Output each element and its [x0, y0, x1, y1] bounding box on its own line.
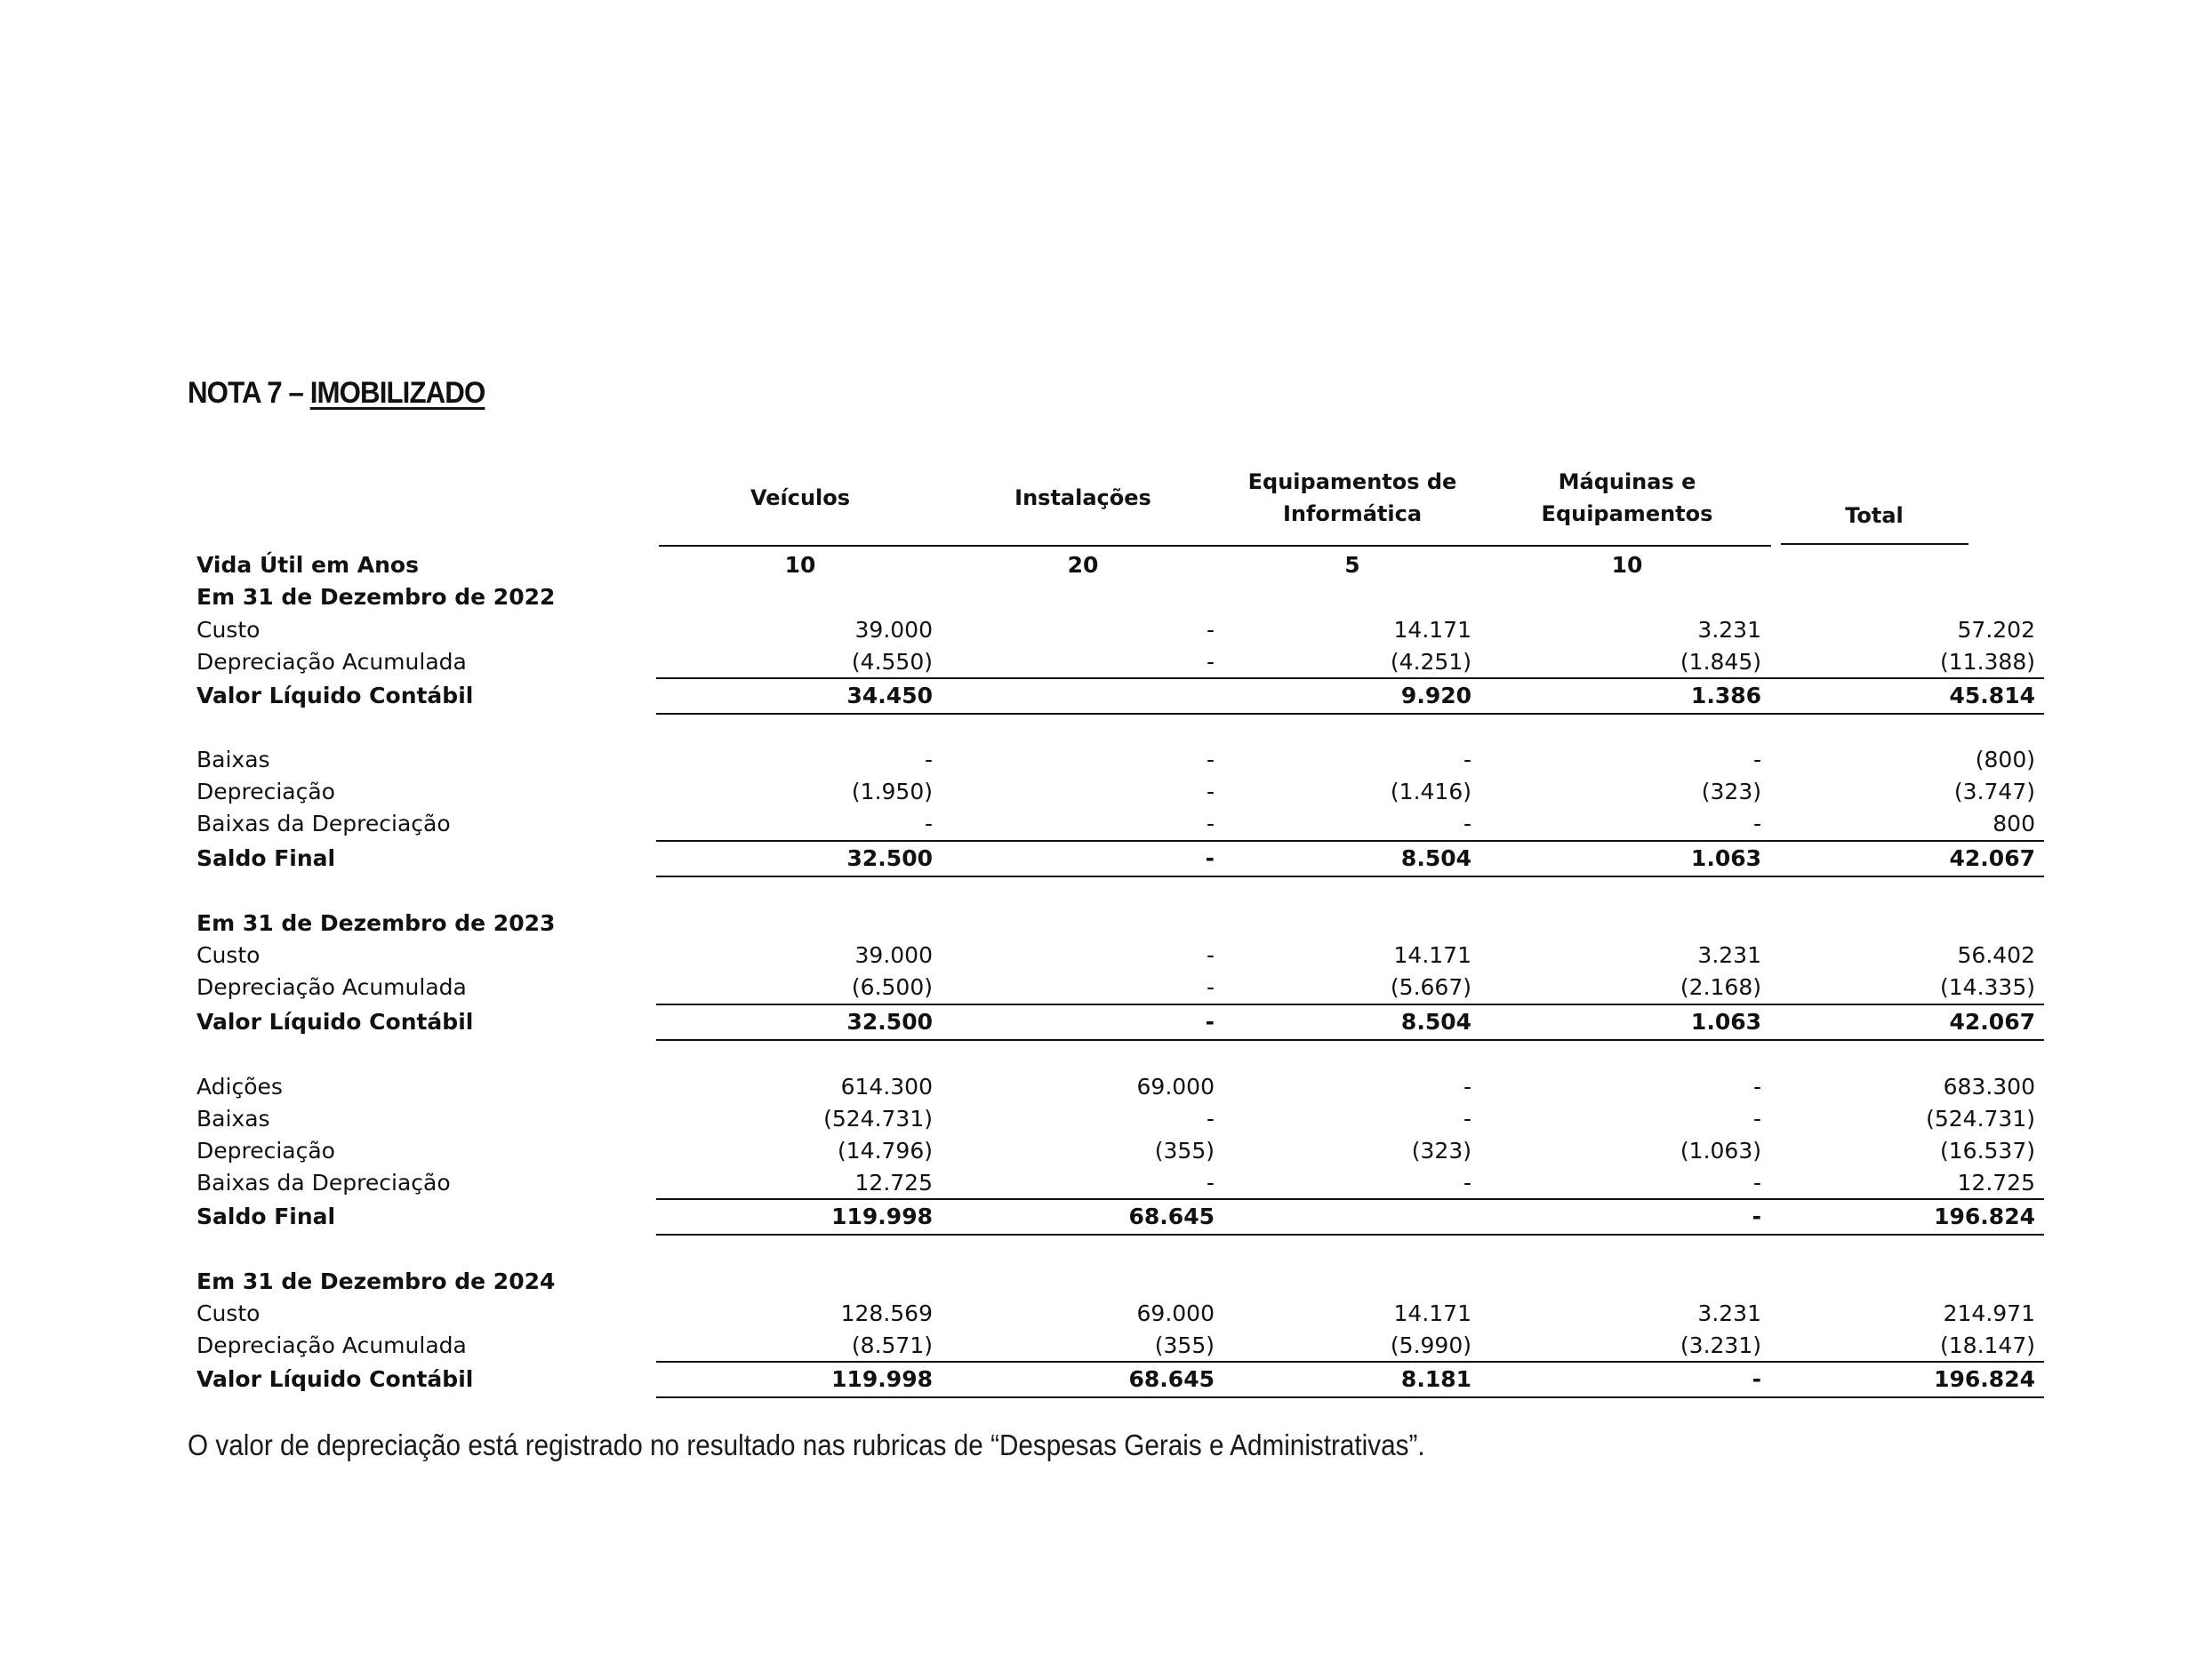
- cell-equipamentos-informatica: (4.251): [1390, 649, 1471, 675]
- cell-instalacoes: -: [1206, 617, 1215, 643]
- cell-instalacoes: -: [1206, 747, 1215, 772]
- cell-veiculos: -: [924, 811, 933, 836]
- cell-total: 196.824: [1934, 1366, 2035, 1392]
- cell-veiculos: (1.950): [851, 779, 933, 804]
- cell-maquinas: 3.231: [1697, 1300, 1761, 1326]
- cell-equipamentos-informatica: 14.171: [1393, 617, 1471, 643]
- cell-equipamentos-informatica: (5.667): [1390, 974, 1471, 1000]
- cell-instalacoes: (355): [1154, 1332, 1215, 1358]
- vida-util-instalacoes: 20: [1067, 552, 1099, 578]
- subtotal-rule-bottom: [656, 1039, 2044, 1041]
- subtotal-rule-bottom: [656, 713, 2044, 715]
- row-label: Baixas da Depreciação: [196, 811, 451, 836]
- cell-total: (11.388): [1940, 649, 2035, 675]
- col-header-line: Equipamentos: [1541, 501, 1713, 526]
- cell-instalacoes: -: [1206, 649, 1215, 675]
- cell-maquinas: 1.063: [1690, 1009, 1761, 1035]
- subtotal-rule-bottom: [656, 876, 2044, 877]
- cell-maquinas: -: [1752, 811, 1761, 836]
- cell-instalacoes: -: [1206, 974, 1215, 1000]
- cell-maquinas: (1.845): [1680, 649, 1761, 675]
- cell-total: (14.335): [1940, 974, 2035, 1000]
- cell-instalacoes: -: [1206, 779, 1215, 804]
- col-header-equipamentos-informatica: [1219, 466, 1486, 530]
- col-header-veiculos: Veículos: [750, 485, 851, 510]
- row-label: Custo: [196, 942, 261, 968]
- cell-veiculos: (8.571): [851, 1332, 933, 1358]
- col-header-instalacoes: Instalações: [1014, 485, 1151, 510]
- col-header-line: Máquinas e: [1558, 469, 1696, 494]
- cell-total: (16.537): [1940, 1138, 2035, 1164]
- cell-instalacoes: -: [1206, 811, 1215, 836]
- subtotal-rule-top: [656, 1198, 2044, 1200]
- cell-equipamentos-informatica: (1.416): [1390, 779, 1471, 804]
- cell-maquinas: (2.168): [1680, 974, 1761, 1000]
- cell-total: 42.067: [1949, 1009, 2035, 1035]
- cell-equipamentos-informatica: 14.171: [1393, 1300, 1471, 1326]
- cell-maquinas: -: [1752, 747, 1761, 772]
- cell-equipamentos-informatica: -: [1463, 1074, 1471, 1100]
- row-label: Custo: [196, 1300, 261, 1326]
- cell-veiculos: 128.569: [840, 1300, 933, 1326]
- cell-veiculos: 12.725: [854, 1170, 933, 1196]
- cell-maquinas: 3.231: [1697, 617, 1761, 643]
- cell-total: 12.725: [1957, 1170, 2035, 1196]
- cell-veiculos: 119.998: [831, 1204, 933, 1229]
- cell-instalacoes: -: [1205, 1009, 1215, 1035]
- cell-equipamentos-informatica: (323): [1411, 1138, 1471, 1164]
- cell-equipamentos-informatica: 8.181: [1400, 1366, 1471, 1392]
- row-label: Em 31 de Dezembro de 2023: [196, 910, 556, 936]
- cell-total: 57.202: [1957, 617, 2035, 643]
- row-label: Valor Líquido Contábil: [196, 1009, 474, 1035]
- row-label: Depreciação Acumulada: [196, 974, 467, 1000]
- cell-total: 45.814: [1949, 683, 2035, 708]
- cell-total: 42.067: [1949, 845, 2035, 871]
- vida-util-veiculos: 10: [784, 552, 816, 578]
- cell-veiculos: 39.000: [854, 617, 933, 643]
- col-header-maquinas-equipamentos: [1494, 466, 1760, 530]
- cell-veiculos: (524.731): [823, 1106, 933, 1132]
- cell-maquinas: -: [1752, 1366, 1761, 1392]
- footnote: O valor de depreciação está registrado no resultado nas rubricas de “Despesas Gerais e Administrativas”.: [188, 1428, 1425, 1461]
- col-header-total: Total: [1845, 503, 1904, 528]
- subtotal-rule-top: [656, 677, 2044, 679]
- row-label: Depreciação Acumulada: [196, 1332, 467, 1358]
- row-label: Depreciação: [196, 779, 335, 804]
- vida-util-label: Vida Útil em Anos: [196, 552, 419, 578]
- cell-equipamentos-informatica: -: [1463, 1106, 1471, 1132]
- cell-equipamentos-informatica: -: [1463, 811, 1471, 836]
- cell-total: (800): [1975, 747, 2035, 772]
- cell-instalacoes: 68.645: [1128, 1366, 1215, 1392]
- cell-veiculos: -: [924, 747, 933, 772]
- cell-maquinas: 3.231: [1697, 942, 1761, 968]
- cell-total: 196.824: [1934, 1204, 2035, 1229]
- cell-instalacoes: 68.645: [1128, 1204, 1215, 1229]
- cell-maquinas: 1.386: [1690, 683, 1761, 708]
- cell-maquinas: -: [1752, 1170, 1761, 1196]
- row-label: Valor Líquido Contábil: [196, 1366, 474, 1392]
- cell-instalacoes: -: [1206, 942, 1215, 968]
- cell-veiculos: 32.500: [846, 1009, 933, 1035]
- cell-veiculos: 119.998: [831, 1366, 933, 1392]
- cell-instalacoes: -: [1205, 845, 1215, 871]
- cell-maquinas: (1.063): [1680, 1138, 1761, 1164]
- col-header-line: Equipamentos de: [1247, 469, 1457, 494]
- cell-instalacoes: 69.000: [1136, 1300, 1215, 1326]
- cell-equipamentos-informatica: 9.920: [1400, 683, 1471, 708]
- row-label: Baixas da Depreciação: [196, 1170, 451, 1196]
- cell-maquinas: -: [1752, 1074, 1761, 1100]
- subtotal-rule-top: [656, 1361, 2044, 1363]
- cell-total: 214.971: [1943, 1300, 2035, 1326]
- cell-total: 56.402: [1957, 942, 2035, 968]
- row-label: Em 31 de Dezembro de 2024: [196, 1268, 556, 1294]
- cell-instalacoes: 69.000: [1136, 1074, 1215, 1100]
- cell-veiculos: (14.796): [838, 1138, 933, 1164]
- cell-equipamentos-informatica: 8.504: [1400, 1009, 1471, 1035]
- subtotal-rule-top: [656, 1004, 2044, 1005]
- row-label: Saldo Final: [196, 1204, 336, 1229]
- subtotal-rule-bottom: [656, 1234, 2044, 1236]
- cell-total: 800: [1993, 811, 2035, 836]
- cell-veiculos: 39.000: [854, 942, 933, 968]
- cell-total: (524.731): [1926, 1106, 2035, 1132]
- vida-util-equipamentos-informatica: 5: [1344, 552, 1360, 578]
- row-label: Saldo Final: [196, 845, 336, 871]
- cell-maquinas: -: [1752, 1106, 1761, 1132]
- cell-veiculos: (6.500): [851, 974, 933, 1000]
- cell-equipamentos-informatica: -: [1463, 1170, 1471, 1196]
- cell-total: (3.747): [1953, 779, 2035, 804]
- cell-maquinas: (3.231): [1680, 1332, 1761, 1358]
- cell-total: (18.147): [1940, 1332, 2035, 1358]
- row-label: Adições: [196, 1074, 283, 1100]
- cell-equipamentos-informatica: 8.504: [1400, 845, 1471, 871]
- cell-maquinas: -: [1752, 1204, 1761, 1229]
- cell-veiculos: 34.450: [846, 683, 933, 708]
- row-label: Custo: [196, 617, 261, 643]
- row-label: Baixas: [196, 747, 270, 772]
- note-title: IMOBILIZADO: [309, 376, 485, 410]
- cell-veiculos: 614.300: [840, 1074, 933, 1100]
- header-rule: [659, 545, 1771, 547]
- cell-veiculos: (4.550): [851, 649, 933, 675]
- cell-equipamentos-informatica: -: [1463, 747, 1471, 772]
- cell-maquinas: (323): [1701, 779, 1761, 804]
- subtotal-rule-top: [656, 840, 2044, 842]
- subtotal-rule-bottom: [656, 1396, 2044, 1398]
- row-label: Depreciação: [196, 1138, 335, 1164]
- row-label: Valor Líquido Contábil: [196, 683, 474, 708]
- cell-instalacoes: -: [1206, 1106, 1215, 1132]
- cell-veiculos: 32.500: [846, 845, 933, 871]
- note-heading: [188, 376, 485, 411]
- cell-maquinas: 1.063: [1690, 845, 1761, 871]
- cell-equipamentos-informatica: 14.171: [1393, 942, 1471, 968]
- vida-util-maquinas: 10: [1611, 552, 1643, 578]
- col-header-line: Informática: [1282, 501, 1423, 526]
- row-label: Em 31 de Dezembro de 2022: [196, 584, 556, 610]
- row-label: Baixas: [196, 1106, 270, 1132]
- row-label: Depreciação Acumulada: [196, 649, 467, 675]
- cell-instalacoes: (355): [1154, 1138, 1215, 1164]
- cell-instalacoes: -: [1206, 1170, 1215, 1196]
- cell-total: 683.300: [1943, 1074, 2035, 1100]
- note-number: NOTA 7 –: [188, 376, 310, 410]
- header-rule-total: [1781, 543, 1968, 545]
- cell-equipamentos-informatica: (5.990): [1390, 1332, 1471, 1358]
